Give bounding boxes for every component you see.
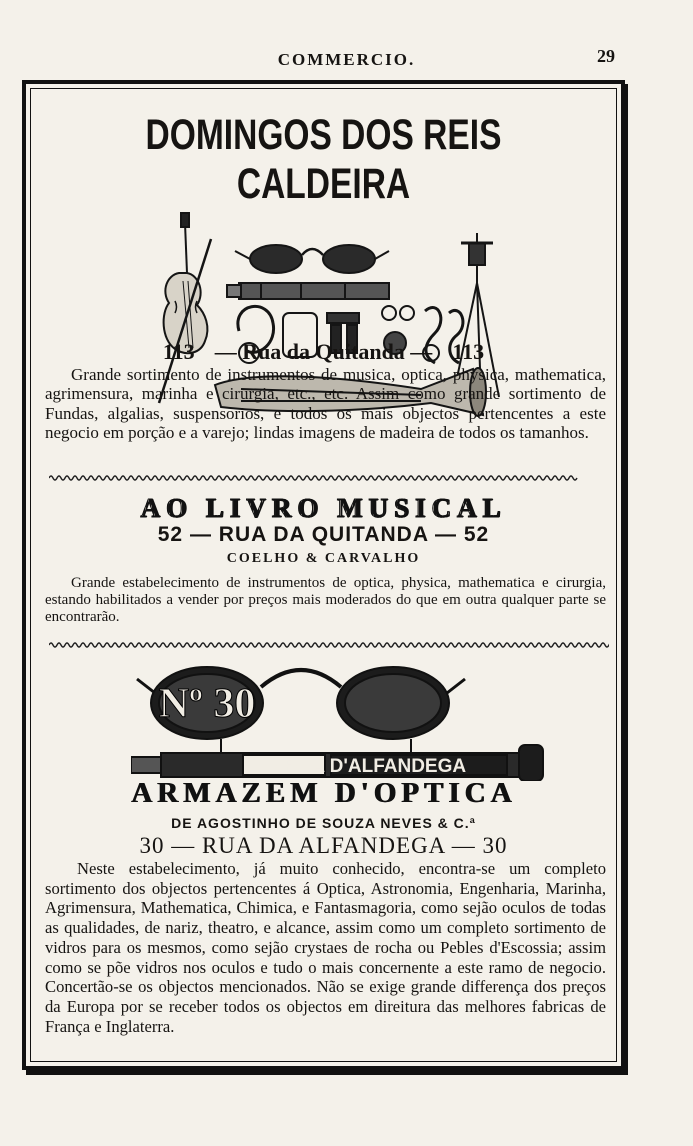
- ad3-paragraph: [45, 859, 606, 1036]
- frame-shadow-right: [625, 84, 628, 1074]
- wavy-divider-2: [49, 641, 609, 649]
- ad3-paragraph-text: Neste estabelecimento, já muito conhecido, encontra-se um completo sortimento dos objectos pertencentes á Optica, Astronomia, Engenharia, Marinha, Agrimensura, Mathematica, Chimica, e Fantasmagoria, como sejão oculos de todas as qualidades, de nariz, theatro, e alcance, assim como um completo sortimento de vidros para os mesmos, como sejão crystaes de rocha ou Pebles d'Escossia; assim como se põe vidros nos oculos e tudo o mais concernente a este ramo de negocio. Concertão-se os objectos mencionados. Não se exige grande differença dos preços da Europa por se receber todos os objectos em direitura das melhores fabricas de França e Inglaterra.: [45, 859, 606, 1036]
- ad2-heading: [31, 493, 616, 524]
- ad1-address-street: — Rua da Quitanda —: [214, 339, 433, 364]
- ad2-owners: COELHO & CARVALHO: [226, 551, 421, 566]
- goggles-illustration: [235, 245, 389, 273]
- ad1-address-number-right: 113: [452, 339, 485, 364]
- ad2-heading-text: AO LIVRO MUSICAL: [140, 493, 507, 523]
- ad3-heading-text: ARMAZEM D'OPTICA: [130, 777, 517, 809]
- wavy-divider-1: [49, 474, 609, 482]
- ad3-address: 30 — RUA DA ALFANDEGA — 30: [139, 833, 508, 858]
- ad1-heading: DOMINGOS DOS REIS CALDEIRA: [145, 111, 502, 208]
- ad1-address: [31, 339, 616, 365]
- advertisement-inner-border: [30, 88, 617, 1062]
- page-header: [0, 46, 693, 76]
- advertisement-frame: [22, 80, 625, 1070]
- running-title: COMMERCIO.: [277, 50, 416, 69]
- ad3-heading: [31, 777, 616, 810]
- frame-shadow-bottom: [26, 1070, 628, 1075]
- ad1-address-number-left: 113: [162, 339, 195, 364]
- ad2-paragraph-text: Grande estabelecimento de instrumentos de optica, physica, mathematica e cirurgia, estando habilitados a vender por preços mais moderados do que em outra qualquer parte se encontrarão.: [45, 575, 606, 625]
- telescope-illustration: [227, 283, 389, 299]
- ad2-address: 52 — RUA DA QUITANDA — 52: [157, 523, 490, 546]
- ad1-paragraph-text: Grande sortimento de instrumentos de musica, optica, physica, mathematica, agrimensura, marinha e cirurgia, etc., etc. Assim como grande sortimento de Fundas, algalias, suspensorios, e todos os mais objectos pertencentes a este negocio em porção e a varejo; lindas imagens de madeira de todos os tamanhos.: [45, 365, 606, 442]
- ad2-paragraph: [45, 575, 606, 626]
- sign-street-text: RUA D'ALFANDEGA: [283, 756, 467, 777]
- ad3-proprietor: DE AGOSTINHO DE SOUZA NEVES & C.ª: [171, 815, 476, 831]
- sign-number-text: Nº 30: [158, 681, 256, 727]
- page-number: 29: [597, 46, 615, 66]
- ad1-paragraph: [45, 365, 606, 442]
- spectacles-telescope-sign: [131, 657, 551, 781]
